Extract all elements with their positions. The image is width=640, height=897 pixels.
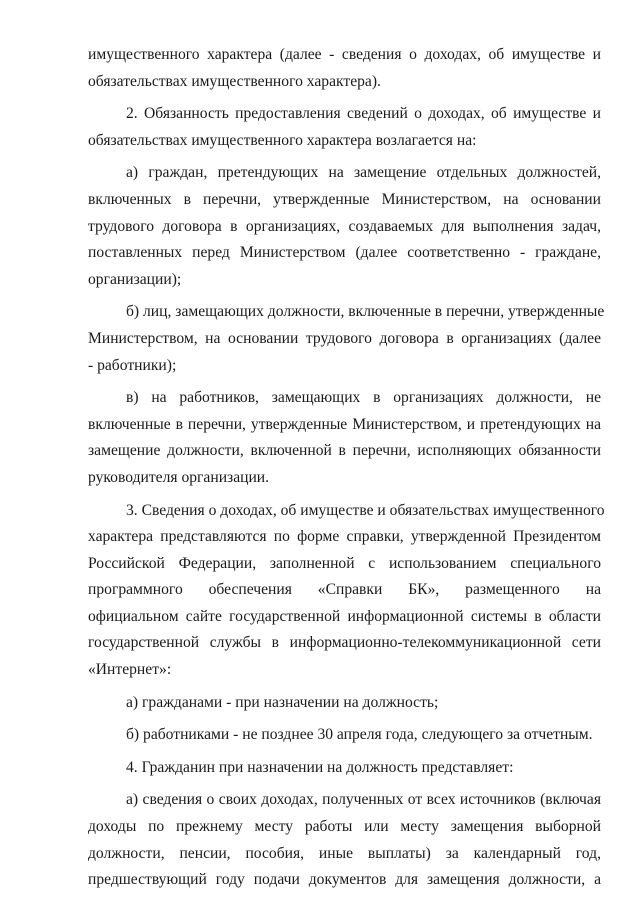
text-line: замещение должности, включенной в перечни, исполняющих обязанности [88,442,601,460]
text-line: включенных в перечни, утвержденные Министерством, на основании [88,190,601,208]
document-page [88,42,605,894]
text-line: должности, пенсии, пособия, иные выплаты) за календарный год, [88,844,601,862]
text-line: а) гражданами - при назначении на должность; [126,693,439,711]
text-line: 4. Гражданин при назначении на должность представляет: [126,758,514,776]
paragraph [88,787,601,893]
text-line: руководителя организации. [88,468,270,486]
text-line: б) работниками - не позднее 30 апреля года, следующего за отчетным. [126,726,593,744]
text-line: 3. Сведения о доходах, об имуществе и обязательствах имущественного [126,501,605,519]
text-line: обязательствах имущественного характера возлагается на: [88,131,477,149]
text-line: характера представляются по форме справки, утвержденной Президентом [88,528,601,546]
text-line: имущественного характера (далее - сведения о доходах, об имуществе и [88,46,601,63]
text-line: организации); [88,270,182,288]
text-line: государственной службы в информационно-телекоммуникационной сети [88,634,601,652]
paragraph [88,722,601,749]
paragraph [88,42,601,95]
paragraph [88,160,601,293]
paragraph [88,755,601,782]
text-line: б) лиц, замещающих должности, включенные в перечни, утвержденные [126,303,605,321]
text-line: поставленных перед Министерством (далее соответственно - граждане, [88,244,601,262]
paragraph [88,101,601,154]
text-line: доходы по прежнему месту работы или месту замещения выборной [88,818,601,836]
text-line: Российской Федерации, заполненной с использованием специального [88,554,601,572]
text-line: Министерством, на основании трудового договора в организациях (далее [88,329,601,347]
text-line: а) граждан, претендующих на замещение отдельных должностей, [126,164,601,182]
paragraph [88,498,605,684]
paragraph [88,385,601,491]
paragraph [88,690,601,717]
text-line: предшествующий году подачи документов для замещения должности, а [88,871,601,889]
text-line: трудового договора в организациях, создаваемых для выполнения задач, [88,217,601,235]
text-line: обязательствах имущественного характера). [88,72,381,90]
text-line: программного обеспечения «Справки БК», размещенного на [88,581,601,599]
text-line: «Интернет»: [88,661,172,679]
text-line: а) сведения о своих доходах, полученных от всех источников (включая [126,791,601,809]
text-line: 2. Обязанность предоставления сведений о доходах, об имуществе и [126,105,601,123]
text-line: в) на работников, замещающих в организациях должности, не [126,389,601,407]
paragraph [88,299,605,379]
text-line: официальном сайте государственной информационной системы в области [88,607,601,625]
text-line: - работники); [88,356,177,374]
text-line: включенные в перечни, утвержденные Министерством, и претендующих на [88,415,601,433]
